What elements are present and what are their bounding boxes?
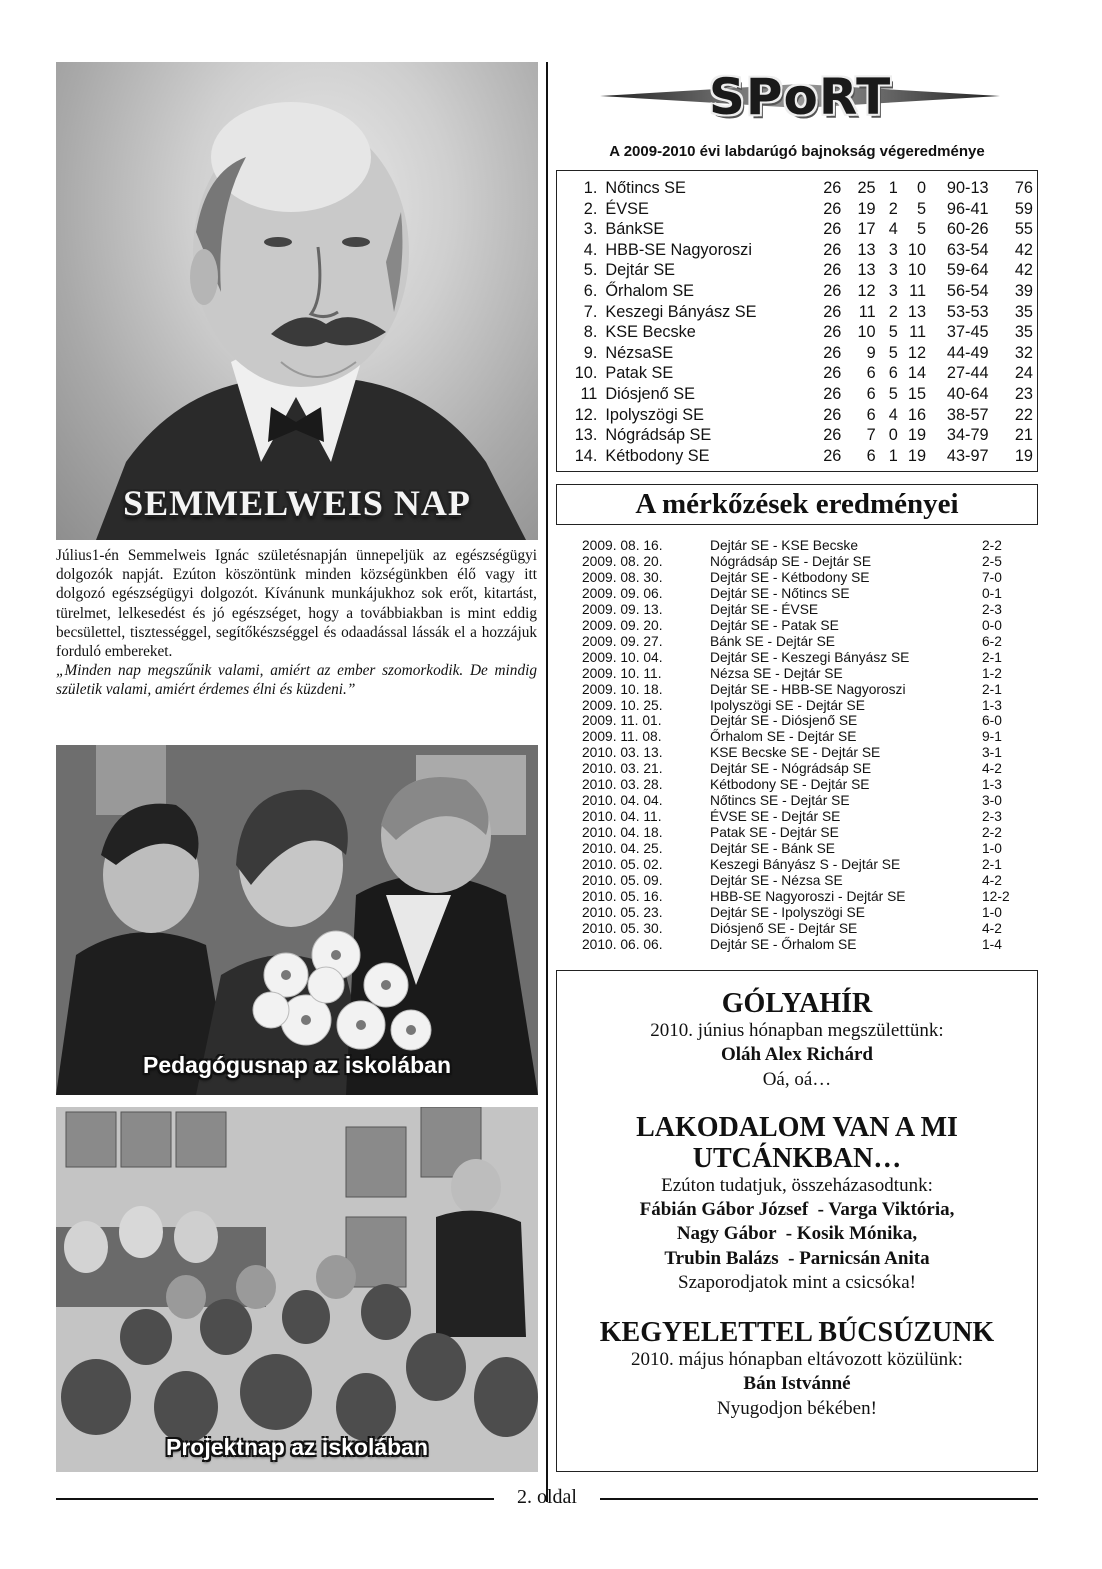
standings-p: 26 [823, 364, 842, 383]
standings-row [563, 281, 1033, 302]
standings-pts: 59 [1014, 199, 1033, 218]
result-score: 1-4 [982, 936, 1002, 952]
lakodalom-title-1: LAKODALOM VAN A MI [636, 1111, 958, 1143]
result-score: 0-1 [982, 585, 1002, 601]
standings-row [563, 199, 1033, 220]
standings-d: 2 [888, 199, 898, 218]
result-row [582, 698, 1022, 714]
standings-team: Diósjenő SE [605, 384, 695, 403]
result-score: 7-0 [982, 569, 1002, 585]
result-score: 1-0 [982, 904, 1002, 920]
result-score: 2-5 [982, 553, 1002, 569]
projekt-caption: Projektnap az iskolában [165, 1434, 429, 1460]
standings-rank: 9. [583, 343, 598, 362]
result-row [582, 937, 1022, 953]
standings-goals: 56-54 [946, 281, 989, 300]
standings-p: 26 [823, 405, 842, 424]
standings-pts: 76 [1014, 179, 1033, 197]
result-score: 4-2 [982, 920, 1002, 936]
standings-row [563, 302, 1033, 323]
result-match: Patak SE - Dejtár SE [710, 825, 839, 841]
standings-w: 17 [857, 220, 876, 239]
standings-goals: 43-97 [946, 446, 989, 465]
result-score: 2-1 [982, 857, 1002, 873]
result-date: 2010. 05. 16. [582, 888, 663, 904]
result-row [582, 921, 1022, 937]
standings-p: 26 [823, 384, 842, 403]
standings-team: HBB-SE Nagyoroszi [605, 240, 752, 259]
league-standings-table [563, 178, 1033, 466]
result-score: 2-3 [982, 601, 1002, 617]
standings-team: Ipolyszögi SE [605, 405, 705, 424]
result-score: 0-0 [982, 617, 1002, 633]
league-standings-box [556, 170, 1038, 472]
standings-w: 6 [866, 405, 876, 424]
result-score: 6-2 [982, 633, 1002, 649]
standings-l: 12 [907, 343, 927, 362]
standings-row [563, 405, 1033, 426]
result-score: 6-0 [982, 713, 1002, 729]
result-row [582, 745, 1022, 761]
result-score: 1-0 [982, 841, 1002, 857]
standings-p: 26 [823, 240, 842, 259]
bucsu-line: 2010. május hónapban eltávozott közülünk: [631, 1349, 963, 1370]
result-row [582, 873, 1022, 889]
pedagogus-photo [56, 745, 538, 1095]
result-match: ÉVSE SE - Dejtár SE [710, 809, 841, 825]
result-date: 2010. 05. 30. [582, 920, 663, 936]
result-match: Dejtár SE - HBB-SE Nagyoroszi [710, 681, 906, 697]
standings-rank: 1. [583, 179, 598, 197]
result-score: 4-2 [982, 873, 1002, 889]
standings-p: 26 [823, 323, 842, 342]
standings-row [563, 363, 1033, 384]
result-date: 2009. 09. 27. [582, 633, 663, 649]
standings-row [563, 322, 1033, 343]
standings-pts: 23 [1014, 384, 1033, 403]
result-row [582, 634, 1022, 650]
couple-1: Fábián Gábor József - Varga Viktória, [639, 1198, 955, 1220]
standings-rank: 11 [580, 384, 598, 403]
standings-row [563, 240, 1033, 261]
result-date: 2010. 04. 25. [582, 841, 663, 857]
standings-rank: 4. [583, 240, 598, 259]
league-title: A 2009-2010 évi labdarúgó bajnokság végeredménye [609, 143, 985, 160]
projekt-illustration [56, 1107, 538, 1472]
result-row [582, 857, 1022, 873]
standings-p: 26 [823, 343, 842, 362]
standings-rank: 8. [583, 323, 598, 342]
standings-w: 6 [866, 364, 876, 383]
result-match: Nőtincs SE - Dejtár SE [710, 793, 850, 809]
standings-row [563, 260, 1033, 281]
standings-d: 2 [888, 302, 898, 321]
result-match: Dejtár SE - Bánk SE [710, 841, 835, 857]
standings-rank: 10. [574, 364, 598, 383]
standings-pts: 42 [1014, 261, 1033, 280]
standings-team: Nógrádsáp SE [605, 426, 712, 445]
standings-goals: 96-41 [946, 199, 989, 218]
standings-goals: 34-79 [946, 426, 989, 445]
standings-w: 7 [866, 426, 876, 445]
standings-pts: 22 [1014, 405, 1033, 424]
standings-d: 5 [888, 343, 898, 362]
result-date: 2009. 09. 20. [582, 617, 663, 633]
standings-w: 12 [857, 281, 876, 300]
result-date: 2010. 03. 28. [582, 777, 663, 793]
result-score: 2-2 [982, 825, 1002, 841]
result-row [582, 761, 1022, 777]
lakodalom-title-2: UTCÁNKBAN… [692, 1142, 902, 1174]
standings-rank: 13. [574, 426, 598, 445]
results-title: A mérkőzések eredményei [556, 484, 1038, 525]
result-match: HBB-SE Nagyoroszi - Dejtár SE [710, 888, 906, 904]
standings-l: 13 [907, 302, 927, 321]
standings-team: Dejtár SE [605, 261, 676, 280]
standings-w: 9 [866, 343, 876, 362]
standings-d: 5 [888, 323, 898, 342]
semmelweis-article [56, 546, 537, 700]
standings-goals: 59-64 [946, 261, 989, 280]
result-score: 4-2 [982, 761, 1002, 777]
result-row [582, 666, 1022, 682]
standings-l: 10 [907, 261, 927, 280]
standings-d: 3 [888, 261, 898, 280]
standings-d: 5 [888, 384, 898, 403]
standings-p: 26 [823, 302, 842, 321]
result-date: 2010. 04. 04. [582, 793, 663, 809]
page-number: 2. oldal [517, 1486, 577, 1508]
result-match: Keszegi Bányász S - Dejtár SE [710, 857, 901, 873]
standings-goals: 63-54 [946, 240, 989, 259]
result-row [582, 650, 1022, 666]
result-match: Nógrádsáp SE - Dejtár SE [710, 553, 872, 569]
result-date: 2009. 08. 30. [582, 569, 663, 585]
standings-team: Őrhalom SE [605, 281, 695, 300]
result-match: Dejtár SE - ÉVSE [710, 601, 819, 617]
standings-team: NézsaSE [605, 343, 674, 362]
standings-pts: 32 [1014, 343, 1033, 362]
standings-goals: 40-64 [946, 384, 989, 403]
golyahir-line: 2010. június hónapban megszülettünk: [650, 1020, 944, 1041]
golyahir-name: Oláh Alex Richárd [720, 1044, 873, 1065]
standings-team: ÉVSE [605, 199, 649, 218]
result-score: 9-1 [982, 729, 1002, 745]
sport-banner [600, 66, 1000, 136]
result-score: 2-3 [982, 809, 1002, 825]
result-match: Dejtár SE - Nőtincs SE [710, 585, 850, 601]
bucsu-title: KEGYELETTEL BÚCSÚZUNK [599, 1317, 995, 1348]
result-match: Kétbodony SE - Dejtár SE [710, 777, 870, 793]
sport-title: SPoRT [708, 68, 892, 126]
result-score: 3-0 [982, 793, 1002, 809]
result-date: 2009. 11. 08. [582, 729, 662, 745]
standings-l: 11 [909, 281, 927, 300]
result-score: 1-3 [982, 777, 1002, 793]
standings-rank: 6. [583, 281, 598, 300]
result-match: KSE Becske SE - Dejtár SE [710, 745, 881, 761]
standings-team: Patak SE [605, 364, 674, 383]
semmelweis-paragraph: Július1-én Semmelweis Ignác születésnapján ünnepeljük az egészségügyi dolgozók napját. Ezúton köszöntünk minden községünkben élő vagy itt dolgozó egészségügyi dolgozót. Kívánunk munkájukhoz sok erőt, kitartást, türelmet, lelkesedést és jó egészséget, hogy a továbbiakban is mint eddig becsülettel, tisztességgel, segítőkészséggel és odaadással lássák el a hozzájuk forduló embereket. [56, 547, 537, 661]
result-match: Dejtár SE - Nógrádsáp SE [710, 761, 872, 777]
standings-l: 5 [916, 220, 927, 239]
result-score: 2-2 [982, 538, 1002, 553]
result-date: 2009. 10. 18. [582, 681, 663, 697]
standings-pts: 19 [1014, 446, 1033, 465]
result-match: Dejtár SE - Nézsa SE [710, 873, 843, 889]
result-match: Dejtár SE - Őrhalom SE [710, 936, 857, 952]
standings-row [563, 425, 1033, 446]
result-date: 2009. 08. 20. [582, 553, 663, 569]
standings-rank: 5. [583, 261, 598, 280]
standings-goals: 60-26 [946, 220, 989, 239]
standings-goals: 38-57 [946, 405, 989, 424]
standings-d: 1 [888, 446, 898, 465]
standings-pts: 39 [1014, 281, 1033, 300]
standings-l: 19 [907, 446, 927, 465]
result-row [582, 729, 1022, 745]
result-match: Dejtár SE - Keszegi Bányász SE [710, 649, 910, 665]
standings-w: 19 [857, 199, 876, 218]
result-date: 2010. 05. 23. [582, 904, 663, 920]
result-row [582, 889, 1022, 905]
result-date: 2010. 06. 06. [582, 936, 663, 952]
projekt-photo [56, 1107, 538, 1472]
standings-team: BánkSE [605, 220, 665, 239]
result-match: Őrhalom SE - Dejtár SE [710, 729, 857, 745]
result-date: 2010. 05. 09. [582, 873, 663, 889]
standings-goals: 53-53 [946, 302, 989, 321]
standings-l: 15 [907, 384, 927, 403]
standings-rank: 14. [574, 446, 598, 465]
standings-d: 0 [888, 426, 898, 445]
standings-pts: 35 [1014, 323, 1033, 342]
bucsu-farewell: Nyugodjon békében! [717, 1397, 877, 1419]
result-row [582, 809, 1022, 825]
standings-row [563, 384, 1033, 405]
standings-team: Keszegi Bányász SE [605, 302, 757, 321]
result-date: 2009. 10. 25. [582, 697, 663, 713]
result-row [582, 602, 1022, 618]
portrait-caption: SEMMELWEIS NAP [123, 483, 471, 523]
standings-p: 26 [823, 446, 842, 465]
standings-w: 6 [866, 384, 876, 403]
couple-3: Trubin Balázs - Parnicsán Anita [664, 1247, 930, 1269]
match-results-table [582, 538, 1022, 953]
column-divider [546, 62, 548, 1502]
result-date: 2010. 05. 02. [582, 857, 663, 873]
result-date: 2009. 10. 11. [582, 665, 662, 681]
result-score: 1-3 [982, 697, 1002, 713]
result-row [582, 713, 1022, 729]
standings-team: Nőtincs SE [605, 179, 686, 197]
standings-l: 10 [907, 240, 927, 259]
result-date: 2010. 04. 18. [582, 825, 663, 841]
pedagogus-caption: Pedagógusnap az iskolában [142, 1052, 452, 1078]
golyahir-sound: Oá, oá… [762, 1068, 832, 1090]
lakodalom-line: Ezúton tudatjuk, összeházasodtunk: [661, 1174, 933, 1196]
result-row [582, 905, 1022, 921]
result-date: 2009. 11. 01. [582, 713, 662, 729]
result-match: Diósjenő SE - Dejtár SE [710, 920, 858, 936]
result-match: Nézsa SE - Dejtár SE [710, 665, 843, 681]
standings-goals: 37-45 [946, 323, 989, 342]
result-score: 2-1 [982, 649, 1002, 665]
standings-team: Kétbodony SE [605, 446, 710, 465]
standings-rank: 2. [583, 199, 598, 218]
portrait-illustration [56, 62, 538, 540]
footer-rule-left [56, 1498, 494, 1500]
result-date: 2009. 09. 06. [582, 585, 663, 601]
standings-p: 26 [823, 220, 842, 239]
pedagogus-illustration [56, 745, 538, 1095]
standings-l: 5 [916, 199, 927, 218]
result-match: Ipolyszögi SE - Dejtár SE [710, 697, 865, 713]
standings-team: KSE Becske [605, 323, 696, 342]
couple-2: Nagy Gábor - Kosik Mónika, [676, 1223, 918, 1244]
semmelweis-quote: „Minden nap megszűnik valami, amiért az ember szomorkodik. De mindig születik valami, amiért érdemes élni és küzdeni.” [56, 662, 537, 699]
standings-d: 1 [888, 179, 898, 197]
standings-l: 16 [907, 405, 927, 424]
result-date: 2010. 04. 11. [582, 809, 662, 825]
standings-d: 4 [888, 220, 898, 239]
result-row [582, 586, 1022, 602]
result-score: 12-2 [982, 888, 1010, 904]
standings-d: 3 [888, 240, 898, 259]
standings-d: 6 [888, 364, 898, 383]
standings-rank: 3. [583, 220, 598, 239]
result-score: 3-1 [982, 745, 1002, 761]
result-row [582, 538, 1022, 554]
standings-w: 13 [857, 240, 876, 259]
result-row [582, 554, 1022, 570]
standings-p: 26 [823, 426, 842, 445]
result-date: 2009. 08. 16. [582, 538, 663, 553]
standings-goals: 44-49 [946, 343, 989, 362]
result-date: 2010. 03. 13. [582, 745, 663, 761]
standings-p: 26 [823, 281, 842, 300]
result-match: Dejtár SE - Ipolyszögi SE [710, 904, 865, 920]
standings-p: 26 [823, 261, 842, 280]
result-match: Dejtár SE - Patak SE [710, 617, 839, 633]
result-row [582, 682, 1022, 698]
golyahir-title: GÓLYAHÍR [721, 988, 873, 1019]
result-row [582, 841, 1022, 857]
result-row [582, 618, 1022, 634]
standings-l: 14 [907, 364, 927, 383]
standings-pts: 55 [1014, 220, 1033, 239]
lakodalom-wish: Szaporodjatok mint a csicsóka! [678, 1272, 916, 1293]
standings-rank: 7. [583, 302, 598, 321]
standings-l: 11 [909, 323, 927, 342]
standings-row [563, 219, 1033, 240]
result-row [582, 777, 1022, 793]
standings-row [563, 343, 1033, 364]
result-score: 1-2 [982, 665, 1002, 681]
standings-pts: 21 [1014, 426, 1033, 445]
result-row [582, 825, 1022, 841]
result-match: Bánk SE - Dejtár SE [710, 633, 835, 649]
standings-l: 0 [916, 179, 927, 197]
standings-rank: 12. [574, 405, 598, 424]
standings-goals: 27-44 [946, 364, 989, 383]
standings-pts: 24 [1014, 364, 1033, 383]
result-match: Dejtár SE - KSE Becske [710, 538, 858, 553]
result-match: Dejtár SE - Diósjenő SE [710, 713, 858, 729]
result-date: 2009. 09. 13. [582, 601, 663, 617]
standings-pts: 42 [1014, 240, 1033, 259]
standings-row [563, 446, 1033, 467]
standings-w: 11 [858, 302, 876, 321]
standings-w: 6 [866, 446, 876, 465]
result-date: 2009. 10. 04. [582, 649, 663, 665]
standings-pts: 35 [1014, 302, 1033, 321]
standings-w: 25 [857, 179, 876, 197]
standings-p: 26 [823, 179, 842, 197]
standings-p: 26 [823, 199, 842, 218]
result-date: 2010. 03. 21. [582, 761, 663, 777]
standings-goals: 90-13 [946, 179, 989, 197]
result-match: Dejtár SE - Kétbodony SE [710, 569, 870, 585]
standings-l: 19 [907, 426, 927, 445]
standings-row [563, 178, 1033, 199]
bucsu-name: Bán Istvánné [743, 1373, 851, 1394]
result-row [582, 570, 1022, 586]
footer-rule-right [600, 1498, 1038, 1500]
standings-d: 3 [888, 281, 898, 300]
standings-w: 13 [857, 261, 876, 280]
notices-box [556, 970, 1038, 1472]
standings-d: 4 [888, 405, 898, 424]
standings-w: 10 [857, 323, 876, 342]
result-score: 2-1 [982, 681, 1002, 697]
result-row [582, 793, 1022, 809]
semmelweis-portrait [56, 62, 538, 540]
